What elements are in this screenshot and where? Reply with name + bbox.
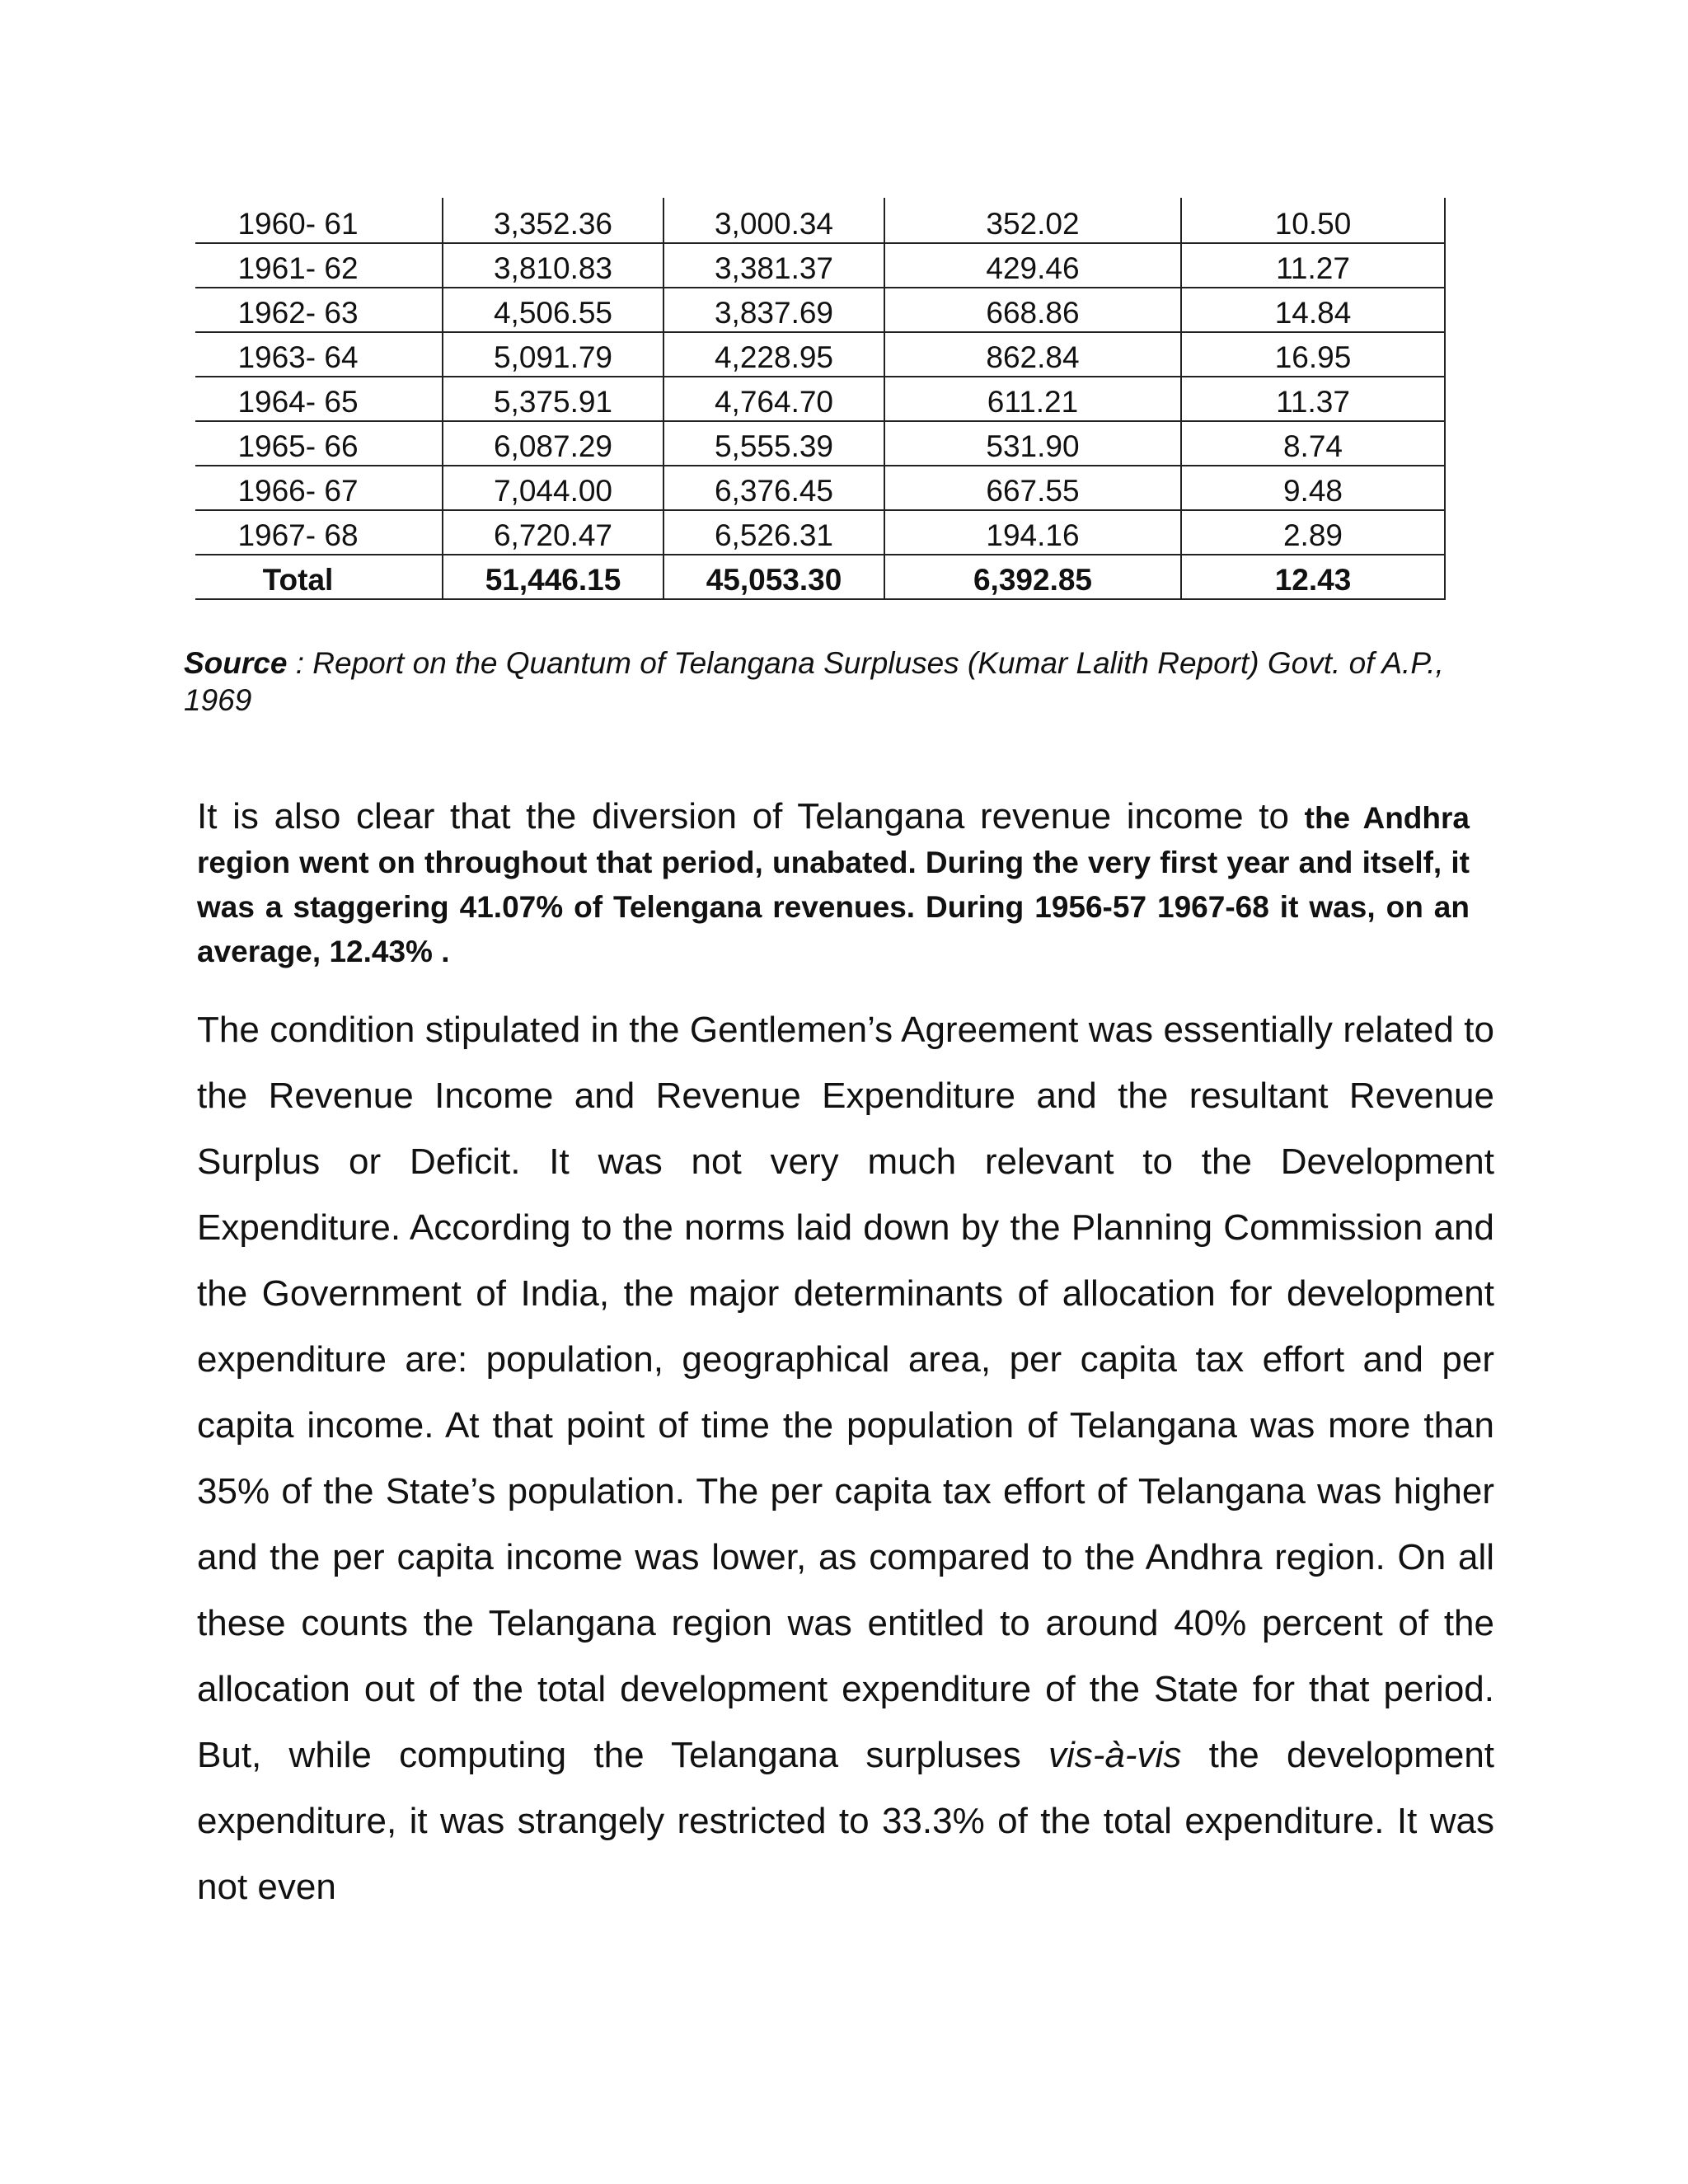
value-cell: 611.21 xyxy=(884,377,1181,421)
year-cell: 1966- 67 xyxy=(195,466,443,510)
total-value-cell: 51,446.15 xyxy=(443,555,663,599)
table-row xyxy=(195,466,1445,510)
year-cell: 1967- 68 xyxy=(195,510,443,555)
surplus-table xyxy=(195,198,1446,600)
paragraph-text-after: the development expenditure, it was strangely restricted to 33.3% of the total expenditure. It was not even xyxy=(197,1735,1495,1907)
value-cell: 3,810.83 xyxy=(443,243,663,288)
value-cell: 6,526.31 xyxy=(663,510,884,555)
value-cell: 862.84 xyxy=(884,332,1181,377)
year-cell: 1963- 64 xyxy=(195,332,443,377)
value-cell: 4,764.70 xyxy=(663,377,884,421)
value-cell: 668.86 xyxy=(884,288,1181,332)
value-cell: 5,091.79 xyxy=(443,332,663,377)
year-cell: 1964- 65 xyxy=(195,377,443,421)
value-cell: 11.27 xyxy=(1181,243,1445,288)
table-total-row xyxy=(195,555,1445,599)
paragraph-regular-text: It is also clear that the diversion of Telangana revenue income to xyxy=(197,796,1305,837)
value-cell: 16.95 xyxy=(1181,332,1445,377)
value-cell: 6,087.29 xyxy=(443,421,663,466)
total-label-cell: Total xyxy=(195,555,443,599)
value-cell: 429.46 xyxy=(884,243,1181,288)
value-cell: 5,555.39 xyxy=(663,421,884,466)
value-cell: 11.37 xyxy=(1181,377,1445,421)
source-citation xyxy=(184,644,1503,719)
value-cell: 4,228.95 xyxy=(663,332,884,377)
value-cell: 8.74 xyxy=(1181,421,1445,466)
paragraph-italic-text: vis-à-vis xyxy=(1048,1735,1182,1775)
year-cell: 1960- 61 xyxy=(195,198,443,243)
paragraph-text-before: The condition stipulated in the Gentlemen’s Agreement was essentially related to the Revenue Income and Revenue Expenditure and the resultant Revenue Surplus or Deficit. It was not very much relevant to the Development Expenditure. According to the norms laid down by the Planning Commission and the Government of India, the major determinants of allocation for development expenditure are: population, geographical area, per capita tax effort and per capita income. At that point of time the population of Telangana was more than 35% of the State’s population. The per capita tax effort of Telangana was higher and the per capita income was lower, as compared to the Andhra region. On all these counts the Telangana region was entitled to around 40% percent of the allocation out of the total development expenditure of the State for that period. But, while computing the Telangana surpluses xyxy=(197,1010,1494,1775)
year-cell: 1962- 63 xyxy=(195,288,443,332)
value-cell: 10.50 xyxy=(1181,198,1445,243)
table-row xyxy=(195,377,1445,421)
value-cell: 3,000.34 xyxy=(663,198,884,243)
value-cell: 3,837.69 xyxy=(663,288,884,332)
value-cell: 5,375.91 xyxy=(443,377,663,421)
value-cell: 3,381.37 xyxy=(663,243,884,288)
table-row xyxy=(195,421,1445,466)
value-cell: 352.02 xyxy=(884,198,1181,243)
value-cell: 6,376.45 xyxy=(663,466,884,510)
value-cell: 3,352.36 xyxy=(443,198,663,243)
value-cell: 4,506.55 xyxy=(443,288,663,332)
year-cell: 1961- 62 xyxy=(195,243,443,288)
value-cell: 194.16 xyxy=(884,510,1181,555)
total-value-cell: 6,392.85 xyxy=(884,555,1181,599)
value-cell: 14.84 xyxy=(1181,288,1445,332)
value-cell: 2.89 xyxy=(1181,510,1445,555)
total-value-cell: 12.43 xyxy=(1181,555,1445,599)
table-row xyxy=(195,510,1445,555)
table-row xyxy=(195,198,1445,243)
paragraph-bold-text: the Andhra region went on throughout that period, unabated. During the very first year and itself, it was a staggering 41.07% of Telengana revenues. During 1956-57 1967-68 it was, on an average, 12.43% . xyxy=(197,801,1470,968)
value-cell: 6,720.47 xyxy=(443,510,663,555)
value-cell: 7,044.00 xyxy=(443,466,663,510)
table-row xyxy=(195,288,1445,332)
source-text: : Report on the Quantum of Telangana Surpluses (Kumar Lalith Report) Govt. of A.P., 1969 xyxy=(184,646,1444,717)
source-label: Source xyxy=(184,646,288,680)
table-row xyxy=(195,243,1445,288)
table-row xyxy=(195,332,1445,377)
year-cell: 1965- 66 xyxy=(195,421,443,466)
paragraph-diversion xyxy=(197,794,1470,974)
paragraph-gentlemens-agreement xyxy=(197,997,1494,1920)
value-cell: 667.55 xyxy=(884,466,1181,510)
value-cell: 9.48 xyxy=(1181,466,1445,510)
total-value-cell: 45,053.30 xyxy=(663,555,884,599)
value-cell: 531.90 xyxy=(884,421,1181,466)
